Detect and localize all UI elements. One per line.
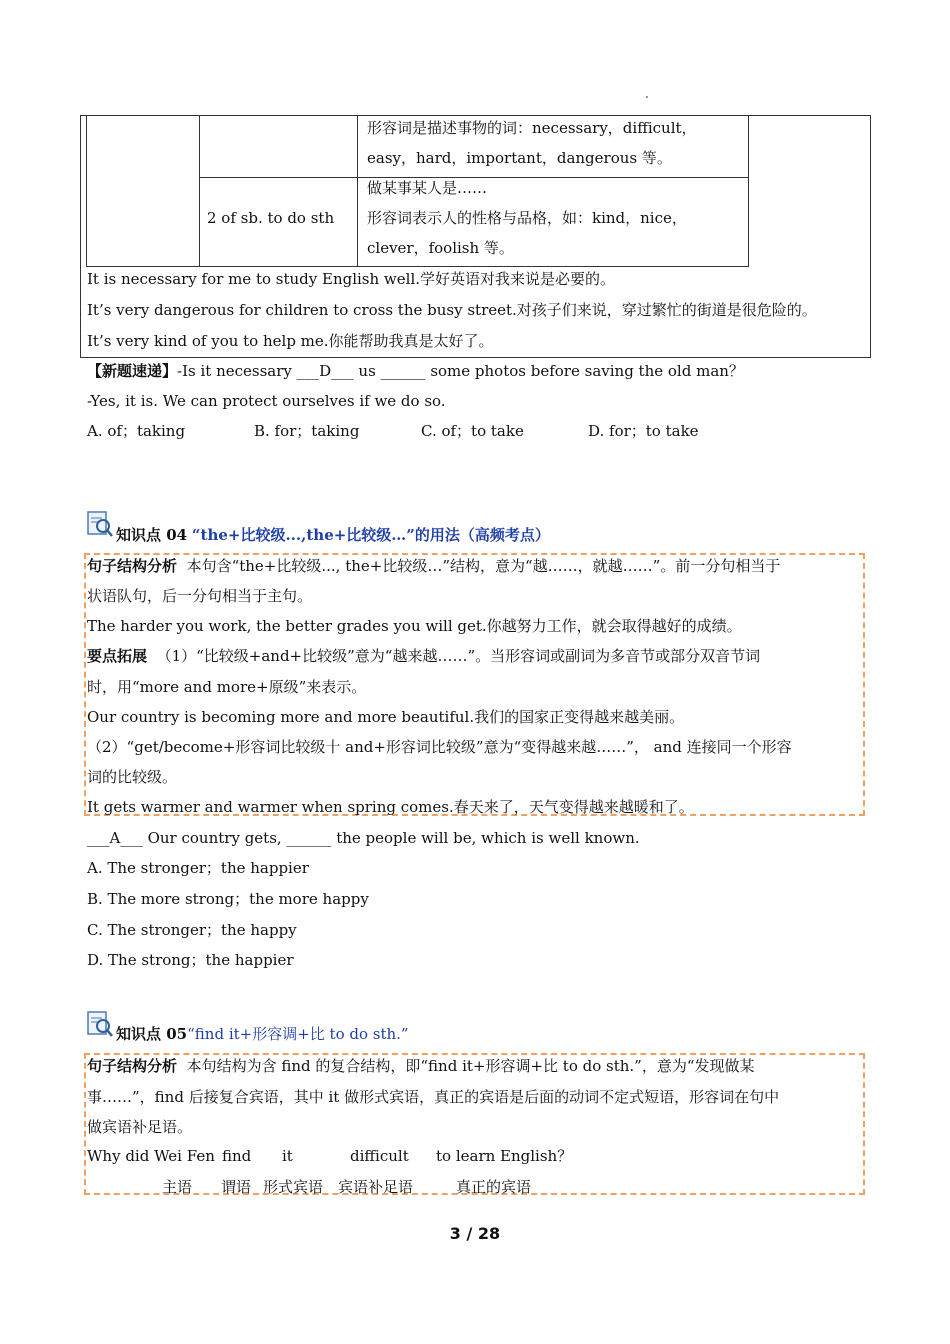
analysis-label: 句子结构分析 — [87, 1057, 178, 1075]
section-title: “find it+形容调+比 to do sth.” — [187, 1025, 409, 1043]
table-text: 形容词表示人的性格与品格，如：kind，nice， — [367, 209, 687, 227]
table-text: 做某事某人是…… — [367, 179, 488, 197]
section-heading-04 — [116, 525, 550, 545]
sentence-role: 宾语补足语 — [338, 1178, 414, 1196]
analysis-line: 状语队句，后一分句相当于主句。 — [87, 587, 313, 605]
table-text: 形容词是描述事物的词：necessary，difficult， — [367, 119, 697, 137]
sentence-role: 形式宾语 — [263, 1178, 324, 1196]
table-text: easy，hard，important，dangerous 等。 — [367, 149, 672, 167]
analysis-label: 句子结构分析 — [87, 557, 178, 575]
quiz-option: B. The more strong；the more happy — [87, 890, 369, 908]
magnifier-book-icon — [86, 1010, 114, 1038]
quiz-question — [87, 361, 744, 381]
extension-line: 词的比较级。 — [87, 768, 178, 786]
quiz-option: C. of；to take — [421, 422, 524, 440]
analysis-line — [87, 1056, 755, 1076]
section-label: 知识点 05 — [116, 1025, 188, 1043]
quiz-option: B. for；taking — [254, 422, 360, 440]
analysis-text: 本句含“the+比较级..., the+比较级…”结构，意为“越……，就越……”。前一分句相当于 — [186, 557, 781, 575]
sentence-word: to learn English？ — [436, 1147, 573, 1165]
example-sentence: The harder you work, the better grades you will get.你越努力工作，就会取得越好的成绩。 — [87, 617, 742, 635]
sentence-word: find — [222, 1147, 252, 1165]
quiz-label: 【新题速递】 — [87, 362, 178, 380]
quiz-option: D. The strong；the happier — [87, 951, 294, 969]
extension-line — [87, 646, 760, 666]
example-sentence: It gets warmer and warmer when spring comes.春天来了，天气变得越来越暖和了。 — [87, 798, 694, 816]
table-cell-r1c2 — [199, 115, 358, 178]
extension-line: （2）“get/become+形容词比较级十 and+形容词比较级”意为“变得越来越……”， and 连接同一个形容 — [87, 738, 792, 756]
quiz-question-text: -Is it necessary ___D___ us ______ some photos before saving the old man？ — [177, 362, 744, 380]
section-heading-05 — [116, 1024, 409, 1044]
extension-label: 要点拓展 — [87, 647, 148, 665]
sentence-role: 谓语 — [221, 1178, 252, 1196]
table-text: clever，foolish 等。 — [367, 239, 514, 257]
sentence-word: Why did Wei Fen — [87, 1147, 215, 1165]
page-dot — [646, 96, 648, 98]
quiz-answer-line: -Yes, it is. We can protect ourselves if we do so. — [87, 392, 446, 410]
analysis-text: 本句结构为含 find 的复合结构，即“find it+形容调+比 to do sth.”，意为“发现做某 — [186, 1057, 755, 1075]
sentence-word: it — [282, 1147, 293, 1165]
magnifier-book-icon — [86, 510, 114, 538]
sentence-word: difficult — [350, 1147, 409, 1165]
example-sentence: It’s very dangerous for children to cross the busy street.对孩子们来说，穿过繁忙的街道是很危险的。 — [87, 301, 817, 319]
table-structure: 2 of sb. to do sth — [207, 209, 335, 227]
extension-text: （1）“比较级+and+比较级”意为“越来越……”。当形容词或副词为多音节或部分双音节词 — [156, 647, 761, 665]
analysis-line: 事……”，find 后接复合宾语，其中 it 做形式宾语，真正的宾语是后面的动词不定式短语，形容词在句中 — [87, 1088, 780, 1106]
section-label: 知识点 04 — [116, 526, 188, 544]
section-title: “the+比较级...,the+比较级…”的用法（高频考点） — [191, 526, 550, 544]
extension-line: 时，用“more and more+原级”来表示。 — [87, 678, 367, 696]
analysis-line — [87, 556, 780, 576]
quiz-option: A. The stronger；the happier — [87, 859, 309, 877]
analysis-line: 做宾语补足语。 — [87, 1118, 193, 1136]
table-cell-empty — [86, 115, 200, 267]
quiz-option: C. The stronger；the happy — [87, 921, 297, 939]
sentence-role: 主语 — [162, 1178, 193, 1196]
page-number: 3 / 28 — [449, 1224, 501, 1243]
sentence-role: 真正的宾语 — [456, 1178, 532, 1196]
quiz-question: ___A___ Our country gets, ______ the people will be, which is well known. — [87, 829, 640, 847]
example-sentence: It’s very kind of you to help me.你能帮助我真是太好了。 — [87, 332, 494, 350]
example-sentence: Our country is becoming more and more beautiful.我们的国家正变得越来越美丽。 — [87, 708, 685, 726]
quiz-option: A. of；taking — [87, 422, 186, 440]
example-sentence: It is necessary for me to study English well.学好英语对我来说是必要的。 — [87, 270, 616, 288]
quiz-option: D. for；to take — [588, 422, 699, 440]
